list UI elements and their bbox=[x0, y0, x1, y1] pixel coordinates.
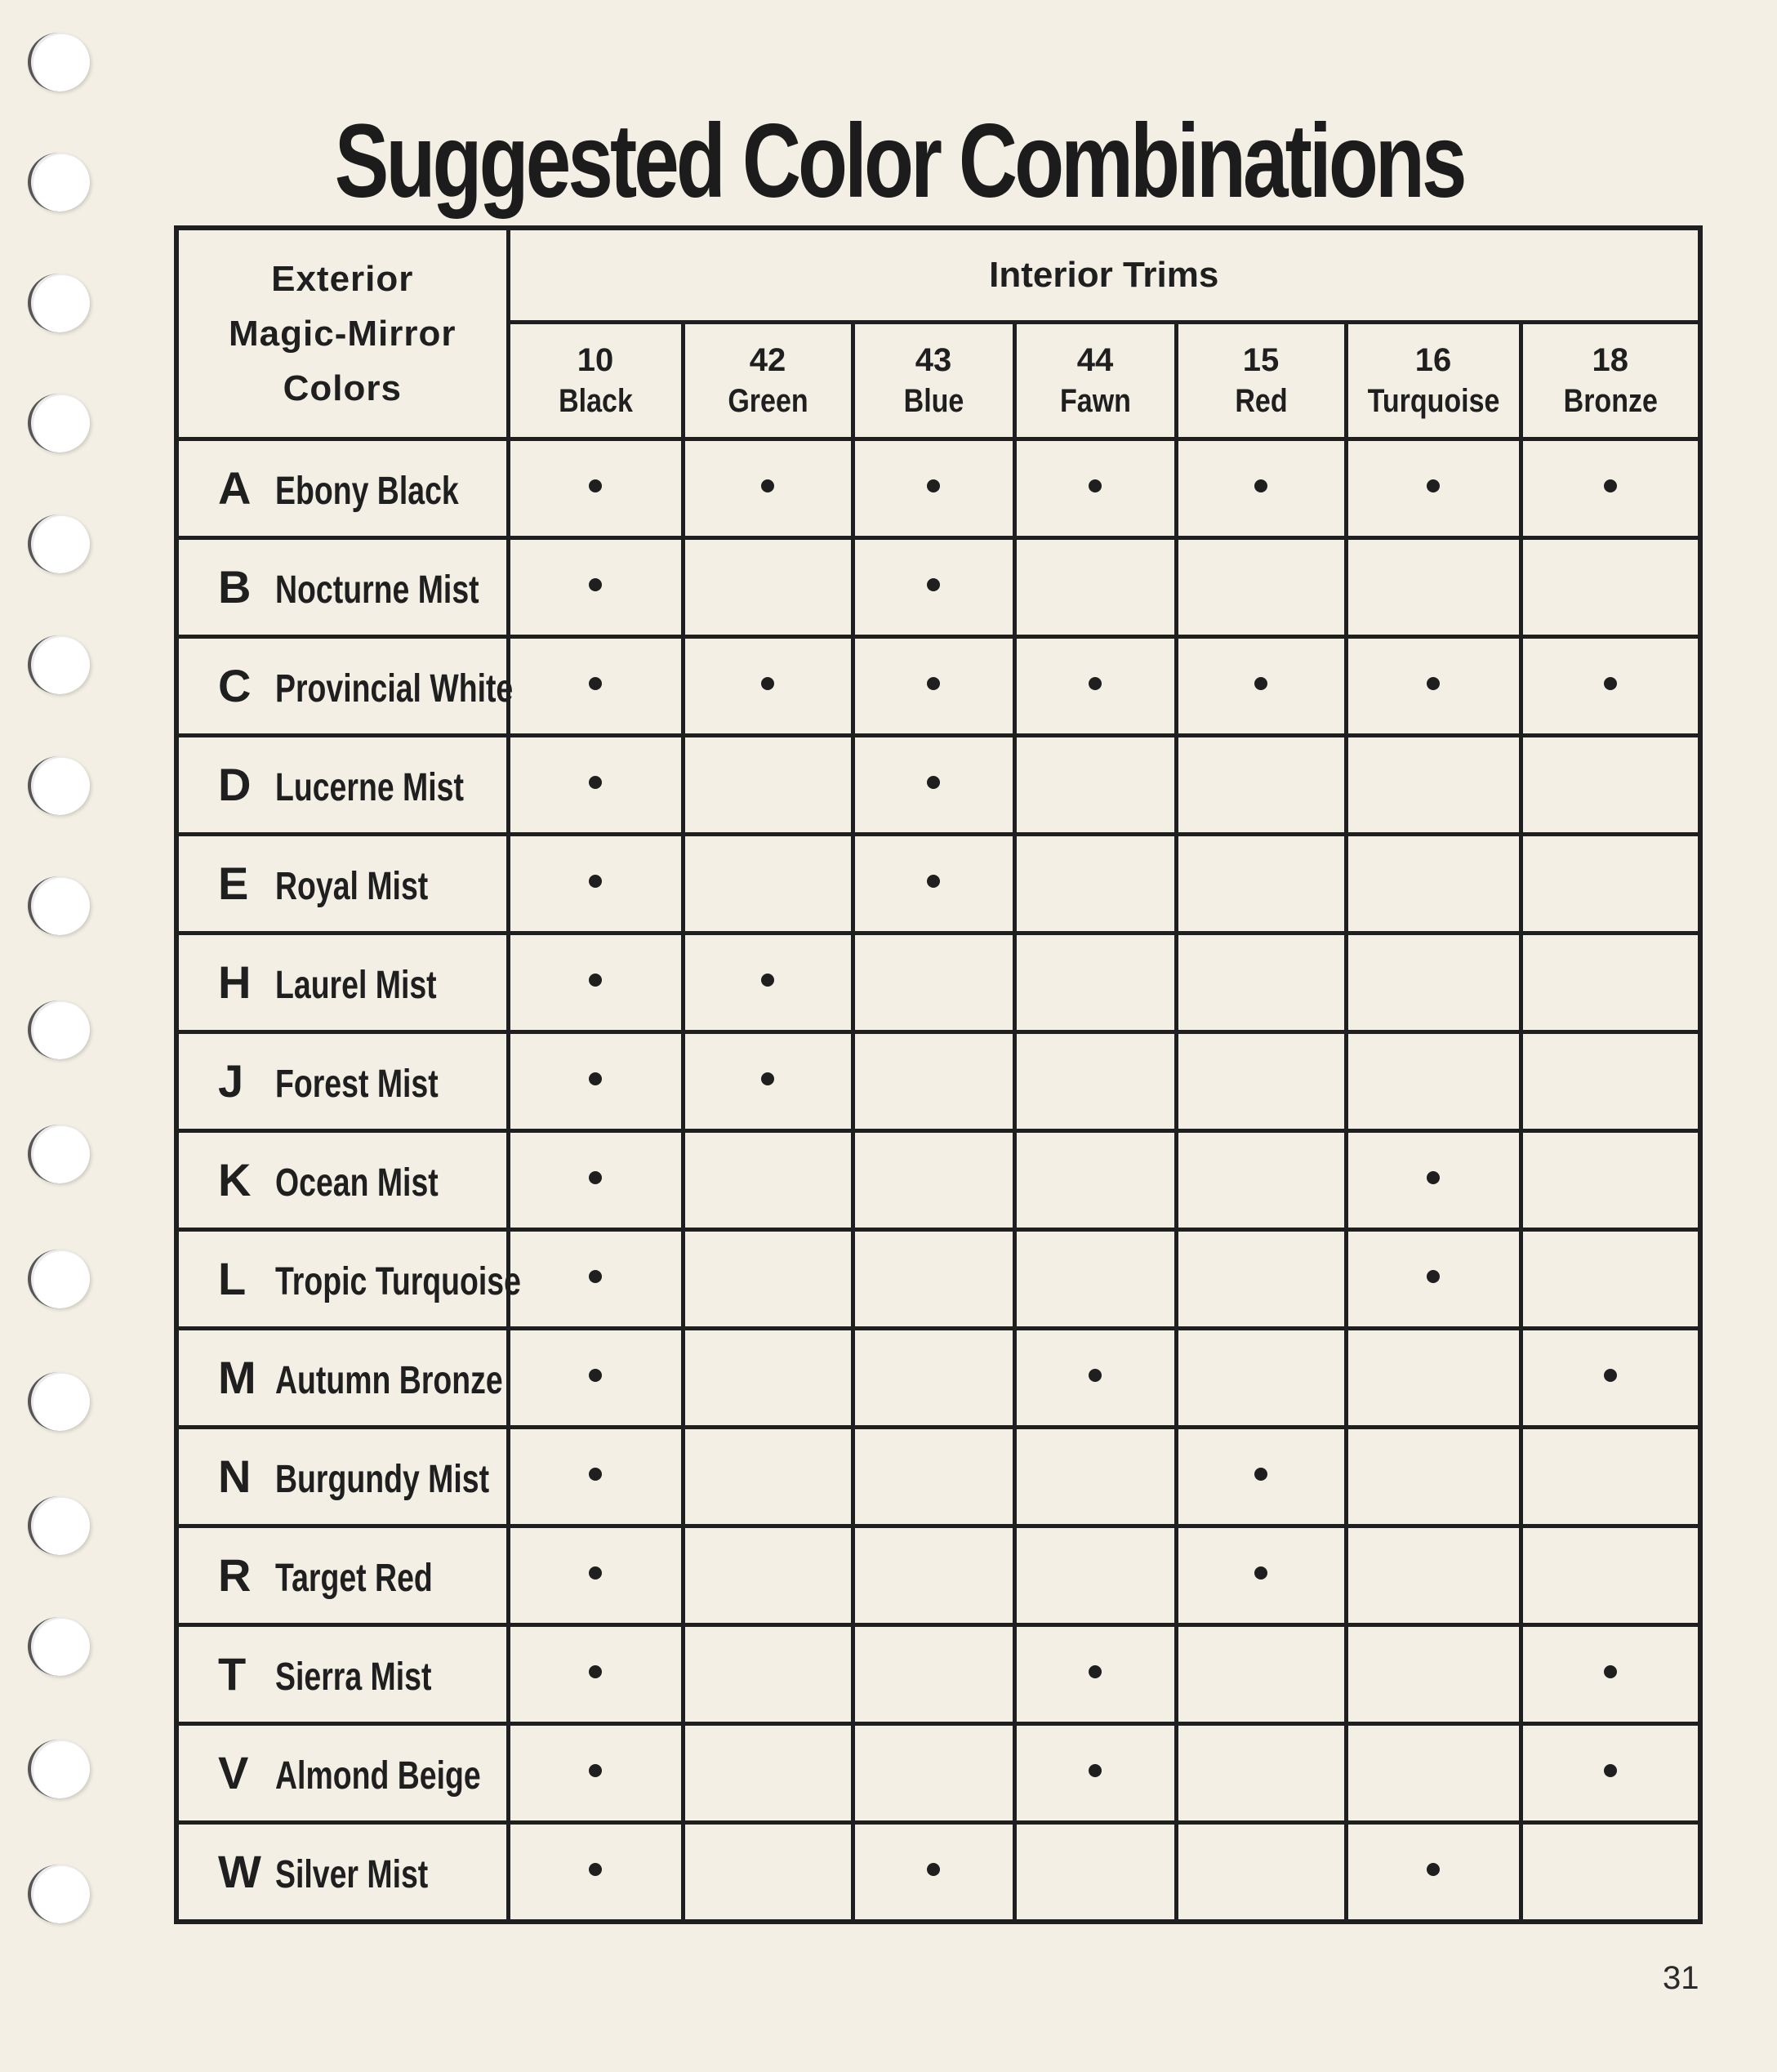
combination-cell bbox=[1346, 1328, 1521, 1427]
binder-hole bbox=[28, 1000, 90, 1059]
trim-name: Black bbox=[558, 383, 633, 419]
trim-header-bronze bbox=[1521, 323, 1700, 439]
trim-code: 44 bbox=[1076, 342, 1114, 378]
combination-cell bbox=[853, 1229, 1014, 1328]
exterior-color-code: J bbox=[218, 1055, 244, 1107]
combination-cell bbox=[683, 537, 853, 636]
table-row bbox=[176, 1723, 1700, 1822]
trim-code: 15 bbox=[1242, 342, 1280, 378]
binder-hole bbox=[28, 876, 90, 935]
combination-cell bbox=[1176, 1822, 1346, 1922]
trim-name: Fawn bbox=[1059, 383, 1131, 419]
exterior-color-code: E bbox=[218, 858, 249, 910]
exterior-color-code: W bbox=[218, 1846, 261, 1898]
combination-cell bbox=[1521, 1526, 1700, 1624]
available-dot-icon bbox=[589, 1270, 602, 1283]
page-number: 31 bbox=[1663, 1960, 1699, 1996]
available-dot-icon bbox=[1604, 1764, 1617, 1777]
exterior-color-name: Target Red bbox=[275, 1557, 433, 1601]
binder-hole bbox=[28, 635, 90, 694]
combination-cell bbox=[1176, 1723, 1346, 1822]
trim-code: 10 bbox=[577, 342, 614, 378]
combination-cell bbox=[1346, 1624, 1521, 1723]
combination-cell bbox=[1346, 1723, 1521, 1822]
available-dot-icon bbox=[927, 479, 940, 492]
combination-cell bbox=[853, 1032, 1014, 1130]
binder-hole bbox=[28, 1496, 90, 1555]
combination-cell bbox=[1014, 636, 1176, 735]
exterior-color-code: T bbox=[218, 1648, 247, 1700]
available-dot-icon bbox=[1089, 1764, 1102, 1777]
available-dot-icon bbox=[927, 578, 940, 591]
combination-cell bbox=[683, 1427, 853, 1526]
combination-cell bbox=[1014, 439, 1176, 538]
table-row bbox=[176, 1032, 1700, 1130]
combination-cell bbox=[1176, 439, 1346, 538]
combination-cell bbox=[1014, 1822, 1176, 1922]
available-dot-icon bbox=[589, 1369, 602, 1382]
available-dot-icon bbox=[589, 578, 602, 591]
binder-hole bbox=[28, 756, 90, 815]
combination-cell bbox=[1521, 537, 1700, 636]
combination-cell bbox=[508, 1032, 683, 1130]
combination-cell bbox=[1176, 1229, 1346, 1328]
combination-cell bbox=[683, 1032, 853, 1130]
combination-cell bbox=[853, 537, 1014, 636]
available-dot-icon bbox=[1089, 677, 1102, 690]
table-row bbox=[176, 1624, 1700, 1723]
exterior-color-label bbox=[176, 1130, 508, 1229]
available-dot-icon bbox=[1427, 1171, 1440, 1184]
exterior-color-label bbox=[176, 636, 514, 735]
combination-cell bbox=[1014, 1032, 1176, 1130]
trim-name: Blue bbox=[903, 383, 964, 419]
combination-cell bbox=[1346, 1130, 1521, 1229]
combination-cell bbox=[683, 735, 853, 834]
combination-cell bbox=[1014, 1624, 1176, 1723]
combination-cell bbox=[1346, 1526, 1521, 1624]
trim-name: Turquoise bbox=[1367, 383, 1499, 419]
exterior-color-label bbox=[176, 1328, 508, 1427]
binder-hole bbox=[28, 1865, 90, 1923]
exterior-color-label bbox=[176, 1427, 508, 1526]
combination-cell bbox=[1014, 933, 1176, 1032]
exterior-color-name: Tropic Turquoise bbox=[275, 1260, 521, 1304]
combination-cell bbox=[853, 834, 1014, 933]
combination-cell bbox=[683, 933, 853, 1032]
available-dot-icon bbox=[589, 1171, 602, 1184]
combination-cell bbox=[1176, 1032, 1346, 1130]
table-row bbox=[176, 1427, 1700, 1526]
available-dot-icon bbox=[1604, 1369, 1617, 1382]
binder-hole bbox=[28, 1372, 90, 1431]
available-dot-icon bbox=[761, 974, 774, 987]
combination-cell bbox=[508, 735, 683, 834]
combination-cell bbox=[853, 1328, 1014, 1427]
trim-code: 43 bbox=[915, 342, 952, 378]
table-row bbox=[176, 1328, 1700, 1427]
trim-header-turquoise bbox=[1346, 323, 1521, 439]
table-row bbox=[176, 1822, 1700, 1922]
exterior-color-name: Autumn Bronze bbox=[275, 1359, 503, 1403]
combination-cell bbox=[1521, 1130, 1700, 1229]
combination-cell bbox=[853, 1723, 1014, 1822]
binder-hole bbox=[28, 1125, 90, 1183]
binder-hole bbox=[28, 33, 90, 91]
available-dot-icon bbox=[1089, 1369, 1102, 1382]
exterior-color-label bbox=[176, 1822, 508, 1922]
exterior-color-code: K bbox=[218, 1154, 252, 1206]
combination-cell bbox=[1014, 1229, 1176, 1328]
exterior-color-name: Lucerne Mist bbox=[275, 766, 464, 810]
exterior-color-code: D bbox=[218, 759, 252, 811]
combination-cell bbox=[1176, 933, 1346, 1032]
exterior-color-name: Royal Mist bbox=[275, 865, 429, 909]
combination-cell bbox=[1521, 1723, 1700, 1822]
combination-cell bbox=[1014, 537, 1176, 636]
combination-cell bbox=[853, 636, 1014, 735]
exterior-color-code: V bbox=[218, 1747, 249, 1799]
available-dot-icon bbox=[1254, 1468, 1267, 1481]
binder-hole bbox=[28, 1617, 90, 1676]
available-dot-icon bbox=[1604, 479, 1617, 492]
exterior-color-name: Forest Mist bbox=[275, 1063, 439, 1107]
exterior-color-name: Silver Mist bbox=[275, 1853, 429, 1897]
available-dot-icon bbox=[589, 776, 602, 789]
combination-cell bbox=[508, 834, 683, 933]
exterior-color-code: B bbox=[218, 561, 252, 613]
exterior-color-name: Provincial White bbox=[275, 667, 514, 711]
binder-hole bbox=[28, 1250, 90, 1308]
exterior-color-code: C bbox=[218, 660, 252, 712]
exterior-color-label bbox=[176, 1624, 508, 1723]
table-row bbox=[176, 735, 1700, 834]
combination-cell bbox=[683, 1624, 853, 1723]
combination-cell bbox=[508, 439, 683, 538]
combination-cell bbox=[1176, 834, 1346, 933]
combination-cell bbox=[853, 1822, 1014, 1922]
exterior-color-label bbox=[176, 1032, 508, 1130]
available-dot-icon bbox=[589, 1665, 602, 1678]
trim-name: Red bbox=[1234, 383, 1288, 419]
combination-cell bbox=[853, 439, 1014, 538]
table-row bbox=[176, 1526, 1700, 1624]
available-dot-icon bbox=[589, 1863, 602, 1876]
combination-cell bbox=[1521, 735, 1700, 834]
available-dot-icon bbox=[589, 1468, 602, 1481]
binder-hole bbox=[28, 1740, 90, 1798]
combination-cell bbox=[683, 1328, 853, 1427]
combination-cell bbox=[853, 1130, 1014, 1229]
combination-cell bbox=[1014, 735, 1176, 834]
combination-cell bbox=[1346, 636, 1521, 735]
exterior-color-code: N bbox=[218, 1450, 252, 1503]
exterior-color-code: L bbox=[218, 1253, 247, 1305]
exterior-color-label bbox=[176, 1723, 508, 1822]
combination-cell bbox=[1521, 834, 1700, 933]
exterior-color-label bbox=[176, 537, 508, 636]
exterior-color-code: R bbox=[218, 1549, 252, 1602]
combination-cell bbox=[683, 834, 853, 933]
combination-cell bbox=[683, 636, 853, 735]
available-dot-icon bbox=[589, 1764, 602, 1777]
exterior-color-name: Nocturne Mist bbox=[275, 568, 479, 613]
combination-cell bbox=[1521, 1822, 1700, 1922]
combination-cell bbox=[1521, 439, 1700, 538]
combination-cell bbox=[508, 933, 683, 1032]
trim-code: 16 bbox=[1414, 342, 1452, 378]
corner-line-2: Magic-Mirror bbox=[229, 314, 456, 354]
combination-cell bbox=[1346, 1032, 1521, 1130]
exterior-color-name: Burgundy Mist bbox=[275, 1458, 490, 1502]
available-dot-icon bbox=[589, 875, 602, 888]
exterior-color-name: Laurel Mist bbox=[275, 964, 437, 1008]
combination-cell bbox=[683, 1130, 853, 1229]
available-dot-icon bbox=[927, 776, 940, 789]
available-dot-icon bbox=[1254, 479, 1267, 492]
exterior-color-name: Sierra Mist bbox=[275, 1655, 432, 1700]
combination-cell bbox=[1521, 636, 1700, 735]
exterior-color-label bbox=[176, 1526, 508, 1624]
exterior-color-label bbox=[176, 933, 508, 1032]
combination-cell bbox=[1014, 834, 1176, 933]
trim-code: 18 bbox=[1592, 342, 1628, 378]
combination-cell bbox=[683, 1526, 853, 1624]
color-combinations-table bbox=[174, 225, 1703, 1924]
combination-cell bbox=[853, 1624, 1014, 1723]
combination-cell bbox=[1346, 735, 1521, 834]
combination-cell bbox=[1176, 1624, 1346, 1723]
available-dot-icon bbox=[927, 677, 940, 690]
trim-header-red bbox=[1176, 323, 1346, 439]
available-dot-icon bbox=[1427, 677, 1440, 690]
combination-cell bbox=[1014, 1328, 1176, 1427]
trim-header-green bbox=[683, 323, 853, 439]
exterior-color-label bbox=[176, 1229, 521, 1328]
combination-cell bbox=[853, 933, 1014, 1032]
available-dot-icon bbox=[1427, 1270, 1440, 1283]
combination-cell bbox=[1176, 537, 1346, 636]
table-row bbox=[176, 1130, 1700, 1229]
available-dot-icon bbox=[761, 677, 774, 690]
combination-cell bbox=[1176, 1130, 1346, 1229]
available-dot-icon bbox=[1089, 479, 1102, 492]
table-row bbox=[176, 933, 1700, 1032]
combination-cell bbox=[1176, 1427, 1346, 1526]
trim-code: 42 bbox=[749, 342, 786, 378]
binder-hole bbox=[28, 153, 90, 212]
available-dot-icon bbox=[761, 479, 774, 492]
combination-cell bbox=[683, 439, 853, 538]
available-dot-icon bbox=[589, 677, 602, 690]
trim-header-blue bbox=[853, 323, 1014, 439]
available-dot-icon bbox=[1427, 479, 1440, 492]
available-dot-icon bbox=[1254, 1566, 1267, 1580]
table-row bbox=[176, 537, 1700, 636]
combination-cell bbox=[1346, 933, 1521, 1032]
combination-cell bbox=[1346, 1822, 1521, 1922]
interior-trims-header: Interior Trims bbox=[508, 228, 1700, 323]
trim-header-fawn bbox=[1014, 323, 1176, 439]
combination-cell bbox=[1176, 1328, 1346, 1427]
combination-cell bbox=[1346, 1427, 1521, 1526]
combination-cell bbox=[1014, 1427, 1176, 1526]
combination-cell bbox=[1521, 1624, 1700, 1723]
available-dot-icon bbox=[589, 974, 602, 987]
corner-line-3: Colors bbox=[283, 368, 402, 408]
table-row bbox=[176, 1229, 1700, 1328]
combination-cell bbox=[1346, 834, 1521, 933]
available-dot-icon bbox=[1427, 1863, 1440, 1876]
combination-cell bbox=[508, 1624, 683, 1723]
exterior-color-label bbox=[176, 439, 508, 538]
combination-cell bbox=[508, 1130, 683, 1229]
combination-cell bbox=[1521, 1032, 1700, 1130]
combination-cell bbox=[1346, 439, 1521, 538]
combination-cell bbox=[1521, 933, 1700, 1032]
available-dot-icon bbox=[1089, 1665, 1102, 1678]
combination-cell bbox=[853, 1526, 1014, 1624]
available-dot-icon bbox=[589, 1566, 602, 1580]
available-dot-icon bbox=[1254, 677, 1267, 690]
combination-cell bbox=[683, 1229, 853, 1328]
combination-cell bbox=[1176, 1526, 1346, 1624]
table-body bbox=[176, 439, 1700, 1923]
combination-cell bbox=[853, 735, 1014, 834]
available-dot-icon bbox=[927, 875, 940, 888]
combination-cell bbox=[508, 1526, 683, 1624]
combination-cell bbox=[1014, 1723, 1176, 1822]
exterior-color-code: A bbox=[218, 462, 252, 515]
available-dot-icon bbox=[589, 1072, 602, 1085]
table-row bbox=[176, 439, 1700, 538]
combination-cell bbox=[683, 1822, 853, 1922]
combination-cell bbox=[1346, 537, 1521, 636]
available-dot-icon bbox=[589, 479, 602, 492]
combination-cell bbox=[1521, 1229, 1700, 1328]
available-dot-icon bbox=[927, 1863, 940, 1876]
exterior-color-code: M bbox=[218, 1352, 256, 1404]
combination-cell bbox=[683, 1723, 853, 1822]
available-dot-icon bbox=[1604, 677, 1617, 690]
trim-header-black bbox=[508, 323, 683, 439]
trim-name: Bronze bbox=[1563, 383, 1658, 419]
exterior-color-name: Almond Beige bbox=[275, 1754, 481, 1798]
corner-line-1: Exterior bbox=[271, 259, 414, 299]
binder-holes bbox=[0, 0, 98, 2072]
exterior-color-label bbox=[176, 735, 508, 834]
combination-cell bbox=[853, 1427, 1014, 1526]
combination-cell bbox=[1014, 1526, 1176, 1624]
combination-cell bbox=[1014, 1130, 1176, 1229]
combination-cell bbox=[1176, 735, 1346, 834]
exterior-color-code: H bbox=[218, 956, 252, 1009]
combination-cell bbox=[1346, 1229, 1521, 1328]
combination-cell bbox=[1521, 1328, 1700, 1427]
binder-hole bbox=[28, 515, 90, 573]
combination-cell bbox=[1521, 1427, 1700, 1526]
available-dot-icon bbox=[1604, 1665, 1617, 1678]
page-title: Suggested Color Combinations bbox=[334, 103, 1464, 220]
exterior-color-name: Ocean Mist bbox=[275, 1161, 439, 1205]
binder-hole bbox=[28, 274, 90, 332]
combination-cell bbox=[508, 1822, 683, 1922]
exterior-color-label bbox=[176, 834, 508, 933]
table-row bbox=[176, 636, 1700, 735]
table-row bbox=[176, 834, 1700, 933]
binder-hole bbox=[28, 394, 90, 452]
exterior-color-name: Ebony Black bbox=[275, 470, 459, 514]
trim-name: Green bbox=[727, 383, 808, 419]
combination-cell bbox=[1176, 636, 1346, 735]
exterior-colors-header bbox=[176, 228, 508, 439]
available-dot-icon bbox=[761, 1072, 774, 1085]
